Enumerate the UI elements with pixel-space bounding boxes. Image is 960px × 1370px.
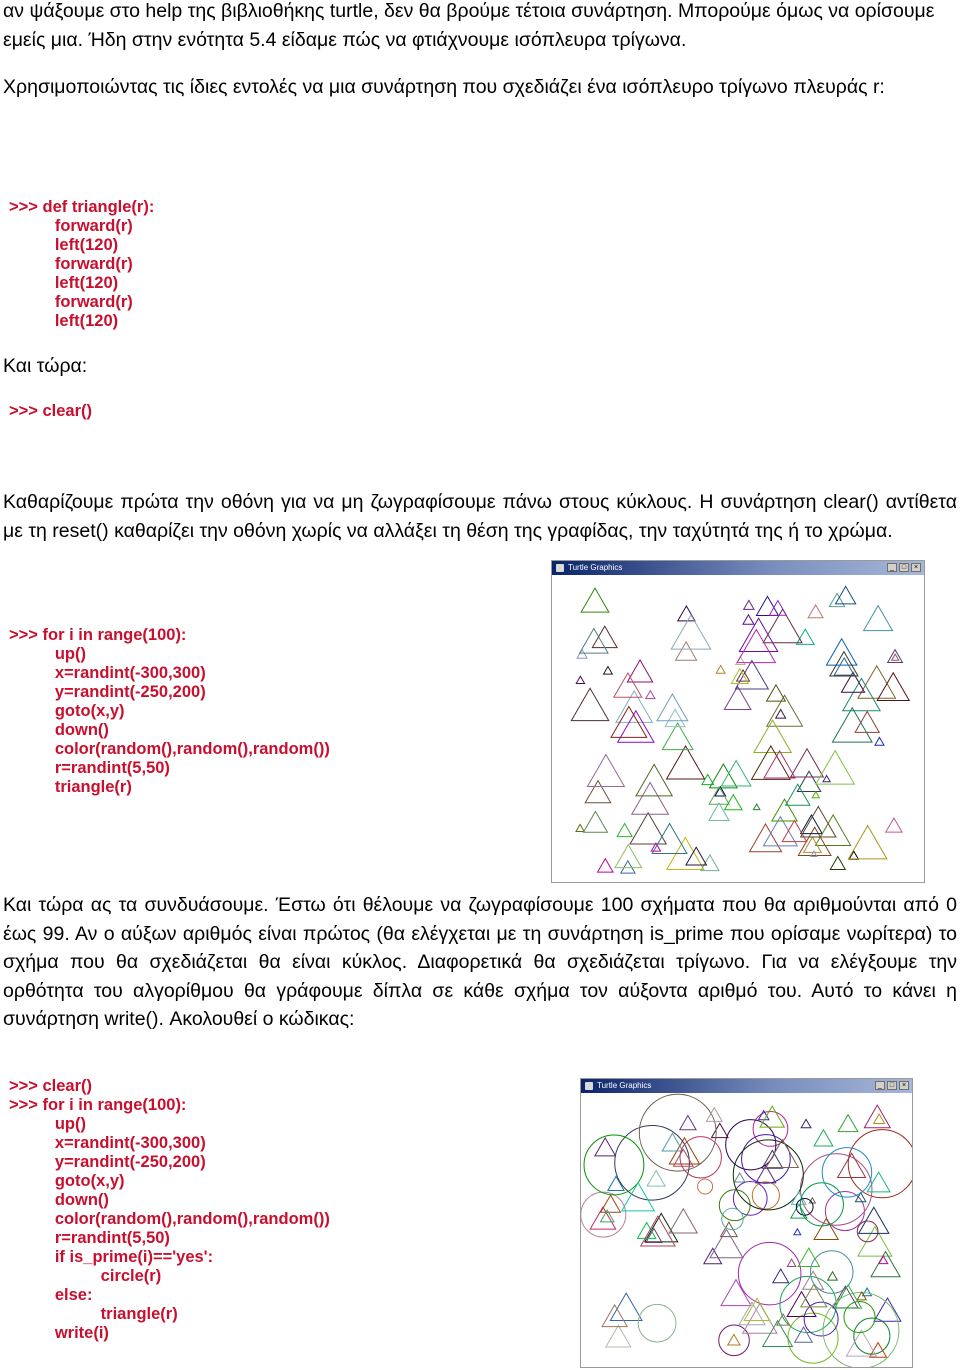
circle-shape <box>844 1302 875 1333</box>
triangle-shape <box>676 642 697 660</box>
circle-shape <box>638 1304 676 1342</box>
circle-shape <box>615 1125 690 1200</box>
triangle-shape <box>716 665 725 673</box>
triangle-shape <box>721 1280 751 1306</box>
triangle-shape <box>787 1259 795 1266</box>
shapes-drawing <box>581 1093 912 1367</box>
triangle-shape <box>614 673 642 697</box>
triangle-shape <box>587 755 624 787</box>
triangle-shape <box>843 678 880 710</box>
triangle-shape <box>801 1119 811 1127</box>
code-block-clear: >>> clear() <box>9 402 93 420</box>
triangle-shape <box>709 803 729 820</box>
window-titlebar <box>581 1079 912 1093</box>
triangle-shape <box>622 1183 655 1211</box>
triangle-shape <box>712 1123 729 1137</box>
triangle-shape <box>598 859 614 872</box>
triangle-shape <box>808 605 823 618</box>
triangle-shape <box>617 824 632 837</box>
intro-paragraph-2: Χρησιμοποιώντας τις ίδιες εντολές να μια συνάρτηση που σχεδιάζει ένα ισόπλευρο τρίγωνο πλευράς r: <box>3 76 885 98</box>
maximize-button[interactable]: □ <box>899 563 909 572</box>
circle-shape <box>698 1179 713 1194</box>
triangle-shape <box>786 784 810 805</box>
triangle-shape <box>795 1327 813 1342</box>
triangle-shape <box>858 1227 892 1256</box>
triangle-shape <box>875 737 884 745</box>
triangle-shape <box>662 723 693 750</box>
circle-shape <box>800 1154 871 1225</box>
triangle-shape <box>636 764 672 795</box>
triangle-shape <box>615 845 642 868</box>
triangle-shape <box>816 751 855 784</box>
minimize-button[interactable]: _ <box>875 1081 885 1090</box>
triangle-shape <box>848 826 886 859</box>
now-label: Και τώρα: <box>3 355 88 377</box>
turtle-graphics-window-shapes <box>580 1078 913 1368</box>
circle-shape <box>680 1137 721 1178</box>
triangle-shape <box>794 1229 801 1235</box>
triangle-shape <box>764 751 795 778</box>
triangle-shape <box>704 1248 722 1263</box>
triangle-shape <box>864 606 893 631</box>
triangle-shape <box>863 1288 872 1296</box>
triangle-shape <box>830 856 845 869</box>
triangle-shape <box>812 792 819 798</box>
turtle-canvas <box>552 575 924 882</box>
triangle-shape <box>725 795 743 810</box>
triangle-shape <box>678 606 695 621</box>
window-title: Turtle Graphics <box>568 563 623 572</box>
triangle-shape <box>571 688 608 720</box>
triangle-shape <box>769 601 786 616</box>
triangle-shape <box>721 761 750 786</box>
triangle-shape <box>791 749 824 777</box>
triangle-shape <box>710 1229 743 1257</box>
circle-shape <box>800 1183 843 1226</box>
turtle-app-icon <box>585 1082 593 1090</box>
triangle-shape <box>834 658 854 675</box>
triangle-shape <box>657 694 688 721</box>
triangle-shape <box>576 676 584 683</box>
triangle-shape <box>602 1305 627 1327</box>
code-block-random-triangles: >>> for i in range(100): up() x=randint(-300,300) y=randint(-250,200) goto(x,y) down() color(random(),random(),random()) r=randint(5,50) triangle(r) <box>9 626 330 796</box>
triangle-shape <box>616 691 652 723</box>
circle-shape <box>722 1208 743 1229</box>
triangle-shape <box>632 783 669 815</box>
triangle-shape <box>743 1304 777 1334</box>
triangle-shape <box>749 824 781 852</box>
triangles-drawing <box>552 575 924 882</box>
triangle-shape <box>744 600 754 609</box>
turtle-graphics-window-triangles <box>551 560 925 883</box>
triangle-shape <box>583 811 607 832</box>
triangle-shape <box>753 804 759 810</box>
triangle-shape <box>826 639 856 665</box>
triangle-shape <box>830 652 858 676</box>
triangle-shape <box>760 1106 784 1127</box>
triangle-shape <box>776 709 786 718</box>
triangle-shape <box>752 746 791 779</box>
clear-explanation-paragraph: Καθαρίζουμε πρώτα την οθόνη για να μη ζωγραφίσουμε πάνω στους κύκλους. Η συνάρτηση clear() αντίθετα με τη reset() καθαρίζει την οθόνη χωρίς να αλλάξει τη θέση της γραφίδας, την ταχύτητά της ή το χρώμα. <box>3 491 957 542</box>
triangle-shape <box>595 1138 616 1156</box>
triangle-shape <box>803 1271 824 1289</box>
triangle-shape <box>592 626 617 648</box>
triangle-shape <box>662 1133 682 1151</box>
circle-shape <box>742 1135 791 1184</box>
triangle-shape <box>604 666 613 674</box>
triangle-shape <box>669 1209 697 1233</box>
triangle-shape <box>621 861 635 873</box>
triangle-shape <box>846 1330 876 1356</box>
code-block-primes-shapes: >>> clear() >>> for i in range(100): up() x=randint(-300,300) y=randint(-250,200) goto(x,y) down() color(random(),random(),random()) r=randint(5,50) if is_prime(i)=='yes': circle(r) else: triangle(r) write(i) <box>9 1077 330 1342</box>
triangle-shape <box>739 618 777 651</box>
circle-shape <box>584 1135 644 1195</box>
triangle-shape <box>646 691 655 699</box>
triangle-shape <box>680 1116 696 1130</box>
triangle-shape <box>610 1293 642 1320</box>
triangle-shape <box>728 1334 740 1345</box>
minimize-button[interactable]: _ <box>887 563 897 572</box>
triangle-shape <box>782 820 807 841</box>
triangle-shape <box>754 720 791 752</box>
triangle-shape <box>608 1176 624 1190</box>
circle-shape <box>780 1276 836 1332</box>
turtle-canvas <box>581 1093 912 1367</box>
triangle-shape <box>576 824 584 831</box>
window-title: Turtle Graphics <box>597 1081 652 1090</box>
triangle-shape <box>796 629 814 644</box>
circle-shape <box>738 1242 801 1305</box>
triangle-shape <box>835 1285 862 1308</box>
triangle-shape <box>734 1173 744 1182</box>
circle-shape <box>581 1192 626 1237</box>
triangle-shape <box>580 629 608 654</box>
triangle-shape <box>581 588 609 612</box>
triangle-shape <box>838 1115 858 1132</box>
triangle-shape <box>871 1252 900 1277</box>
triangle-shape <box>829 593 844 606</box>
turtle-app-icon <box>556 564 564 572</box>
intro-paragraph-1: αν ψάξουμε στο help της βιβλιοθήκης turtle, δεν θα βρούμε τέτοια συνάρτηση. Μπορούμε όμως να ορίσουμε εμείς μια. Ήδη στην ενότητα 5.4 είδαμε πώς να φτιάχνουμε ισόπλευρα τρίγωνα. <box>3 0 935 51</box>
triangle-shape <box>823 776 830 782</box>
triangle-shape <box>671 615 710 649</box>
triangle-shape <box>877 673 909 701</box>
triangle-shape <box>743 615 754 624</box>
triangle-shape <box>763 609 802 643</box>
triangle-shape <box>773 1269 789 1283</box>
triangle-shape <box>828 1272 838 1280</box>
combine-explanation-paragraph: Και τώρα ας τα συνδυάσουμε. Έστω ότι θέλουμε να ζωγραφίσουμε 100 σχήματα που θα αριθμούνται από 0 έως 99. Αν ο αύξων αριθμός είναι πρώτος (θα ελέγχεται με τη συνάρτηση is_prime που ορίσαμε νωρίτερα) το σχήμα που θα σχεδιάζεται θα είναι κύκλος. Διαφορετικά θα σχεδιάζεται τρίγωνο. Για να ελέγξουμε την ορθότητα του αλγορίθμου θα γράφουμε δίπλα σε κάθε σχήμα τον αύξοντα αριθμό του. Αυτό το κάνει η συνάρτηση write(). Ακολουθεί ο κώδικας: <box>3 894 957 1030</box>
window-titlebar <box>552 561 924 575</box>
maximize-button[interactable]: □ <box>887 1081 897 1090</box>
triangle-shape <box>647 1170 665 1186</box>
triangle-shape <box>814 1130 833 1146</box>
triangle-shape <box>801 806 836 837</box>
triangle-shape <box>577 650 587 659</box>
triangle-shape <box>606 1325 631 1347</box>
triangle-shape <box>772 799 797 821</box>
close-button[interactable]: × <box>911 563 921 572</box>
triangle-shape <box>855 711 879 732</box>
triangle-shape <box>667 746 705 779</box>
triangle-shape <box>886 818 902 832</box>
code-block-triangle-def: >>> def triangle(r): forward(r) left(120) forward(r) left(120) forward(r) left(120) <box>9 198 155 330</box>
close-button[interactable]: × <box>899 1081 909 1090</box>
triangle-shape <box>724 687 751 710</box>
circle-shape <box>733 1140 803 1210</box>
